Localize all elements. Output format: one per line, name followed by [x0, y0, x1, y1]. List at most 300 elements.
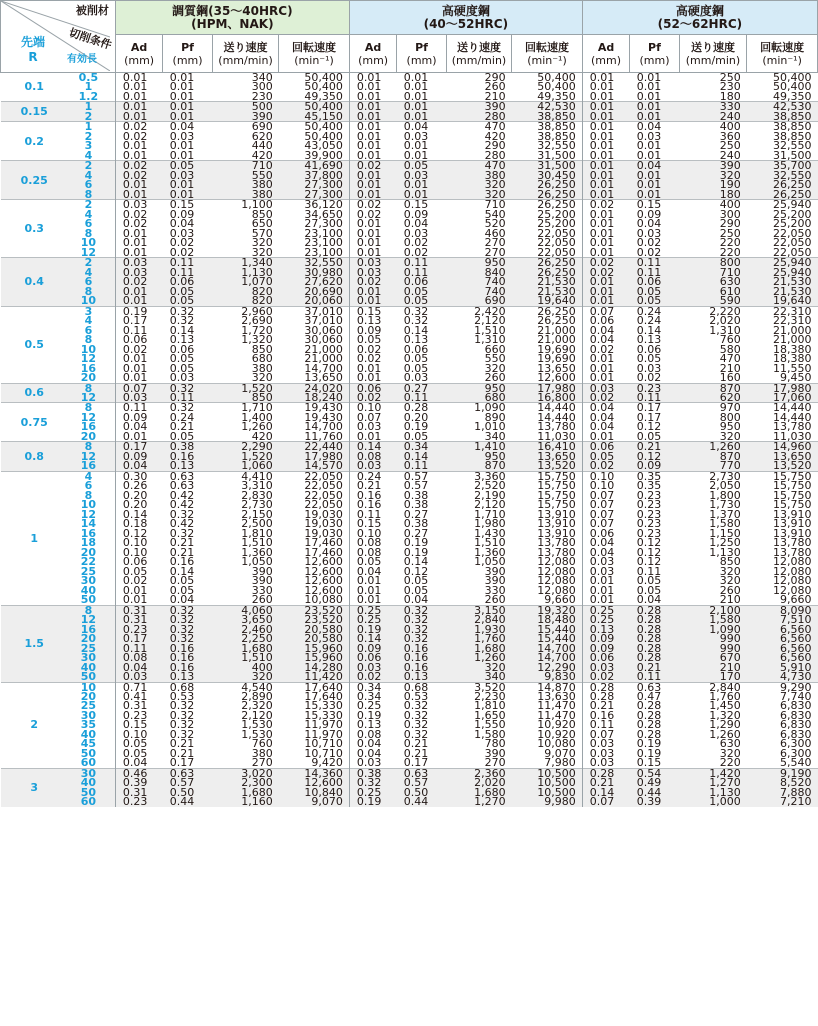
ad-value: 0.02 — [582, 345, 629, 354]
ad-value: 0.01 — [115, 190, 162, 200]
feed-rate-value: 160 — [719, 373, 741, 383]
spindle-speed-value: 9,190 — [747, 768, 818, 778]
spindle-speed-value: 16,800 — [512, 393, 583, 403]
pf-value: 0.12 — [636, 557, 662, 567]
ad-value: 0.01 — [115, 229, 162, 238]
feed-rate-value: 2,690 — [241, 316, 273, 326]
ad-value: 0.01 — [349, 82, 396, 91]
effective-length-value: 8 — [84, 490, 93, 501]
effective-length-value: 60 — [68, 797, 115, 806]
ad-value: 0.01 — [349, 219, 396, 228]
ad-value: 0.07 — [582, 306, 629, 316]
pf-value: 0.14 — [636, 325, 662, 336]
ad-value: 0.02 — [582, 393, 629, 403]
pf-value: 0.47 — [636, 692, 662, 702]
spindle-speed-value: 17,980 — [512, 383, 583, 393]
spindle-speed-value: 19,430 — [279, 403, 350, 413]
effective-length-value: 20 — [80, 547, 97, 558]
spindle-speed-value: 23,100 — [304, 228, 343, 239]
pf-value: 0.05 — [169, 354, 195, 364]
table-row — [1, 229, 818, 238]
feed-rate-value: 420 — [484, 131, 506, 142]
spindle-speed-value: 7,210 — [747, 797, 818, 806]
spindle-speed-value: 31,500 — [773, 150, 812, 161]
pf-value: 0.50 — [397, 788, 447, 797]
ad-value: 0.09 — [582, 634, 629, 643]
spindle-speed-value: 13,630 — [537, 692, 576, 702]
feed-rate-value: 760 — [251, 739, 273, 749]
ad-value: 0.06 — [582, 529, 629, 538]
ad-value: 0.04 — [582, 538, 629, 547]
feed-rate-value: 400 — [212, 663, 278, 672]
spindle-speed-value: 38,850 — [747, 112, 818, 122]
pf-value: 0.02 — [169, 238, 195, 248]
feed-rate-value: 690 — [446, 296, 511, 306]
spindle-speed-value: 13,780 — [537, 538, 576, 548]
feed-rate-value: 290 — [446, 73, 511, 83]
ad-value: 0.02 — [115, 161, 162, 171]
spindle-speed-value: 36,120 — [279, 200, 350, 210]
pf-value: 0.16 — [169, 557, 195, 567]
feed-rate-value: 690 — [212, 122, 278, 132]
spindle-speed-value: 14,440 — [512, 403, 583, 413]
pf-value: 0.01 — [403, 150, 429, 161]
feed-rate-value: 2,730 — [679, 471, 746, 481]
pf-value: 0.35 — [630, 471, 680, 481]
pf-value: 0.11 — [630, 672, 680, 682]
pf-value: 0.05 — [169, 363, 195, 374]
spindle-speed-value: 20,580 — [279, 625, 350, 634]
pf-value: 0.01 — [397, 180, 447, 189]
feed-rate-value: 1,370 — [709, 509, 741, 520]
ad-value: 0.04 — [349, 567, 396, 576]
pf-value: 0.15 — [636, 758, 662, 769]
cutting-conditions-label: 切削条件 — [67, 26, 114, 53]
effective-length-value: 2 — [68, 161, 115, 171]
pf-value: 0.38 — [403, 490, 429, 501]
feed-rate-value: 590 — [679, 296, 746, 306]
ad-value: 0.01 — [582, 287, 629, 296]
pf-value: 0.28 — [630, 644, 680, 653]
pf-value: 0.63 — [397, 768, 447, 778]
ad-value: 0.16 — [349, 491, 396, 500]
column-header-ad — [115, 35, 162, 73]
spindle-speed-value: 15,750 — [773, 500, 812, 510]
effective-length-value: 12 — [80, 412, 97, 423]
ad-value: 0.11 — [349, 510, 396, 519]
pf-value: 0.32 — [169, 316, 195, 326]
feed-rate-value: 220 — [719, 758, 741, 769]
feed-rate-value: 330 — [679, 102, 746, 112]
spindle-speed-value: 32,550 — [773, 141, 812, 151]
ad-value: 0.03 — [115, 393, 162, 403]
spindle-speed-value: 17,060 — [747, 393, 818, 403]
column-unit: (mm) — [124, 53, 155, 67]
spindle-speed-value: 50,400 — [512, 73, 583, 83]
pf-value: 0.06 — [630, 277, 680, 286]
spindle-speed-value: 50,400 — [304, 82, 343, 92]
material-header-tempered-steel: 調質鋼(35～40HRC) (HPM、NAK) — [115, 1, 349, 35]
ad-value: 0.04 — [349, 739, 396, 748]
column-unit: (mm) — [639, 53, 670, 67]
spindle-speed-value: 22,050 — [773, 247, 812, 258]
column-header-ad — [349, 35, 396, 73]
effective-length-value: 8 — [68, 383, 115, 393]
spindle-speed-value: 35,700 — [747, 161, 818, 171]
feed-rate-value: 340 — [212, 73, 278, 83]
spindle-speed-value: 14,700 — [304, 422, 343, 432]
spindle-speed-value: 26,250 — [512, 268, 583, 277]
feed-rate-value: 1,130 — [709, 547, 741, 558]
table-row — [1, 481, 818, 490]
feed-rate-value: 250 — [679, 73, 746, 83]
table-row — [1, 452, 818, 461]
table-row — [1, 576, 818, 585]
spindle-speed-value: 22,050 — [773, 238, 812, 248]
pf-value: 0.27 — [403, 528, 429, 539]
spindle-speed-value: 9,070 — [544, 748, 576, 759]
feed-rate-value: 420 — [251, 431, 273, 442]
spindle-speed-value: 22,050 — [773, 228, 812, 239]
feed-rate-value: 400 — [679, 122, 746, 132]
feed-rate-value: 320 — [251, 373, 273, 383]
spindle-speed-value: 7,510 — [747, 615, 818, 624]
spindle-speed-value: 37,010 — [279, 306, 350, 316]
effective-length-value: 30 — [80, 576, 97, 586]
spindle-speed-value: 11,550 — [773, 363, 812, 374]
ad-value: 0.01 — [582, 122, 629, 132]
table-row — [1, 471, 818, 481]
ad-value: 0.01 — [349, 373, 396, 383]
feed-rate-value: 1,130 — [212, 268, 278, 277]
feed-rate-value: 800 — [679, 258, 746, 268]
ad-value: 0.02 — [349, 277, 396, 286]
pf-value: 0.03 — [397, 171, 447, 180]
feed-rate-value: 380 — [446, 171, 511, 180]
feed-rate-value: 620 — [679, 393, 746, 403]
table-row — [1, 210, 818, 219]
ad-value: 0.03 — [115, 268, 162, 277]
ad-value: 0.04 — [582, 422, 629, 431]
table-row — [1, 73, 818, 83]
spindle-speed-value: 6,830 — [780, 720, 812, 730]
feed-rate-value: 1,680 — [212, 644, 278, 653]
pf-value: 0.27 — [397, 383, 447, 393]
table-row — [1, 615, 818, 624]
material-header-hardened-steel-40-52: 高硬度鋼 (40～52HRC) — [349, 1, 582, 35]
spindle-speed-value: 11,030 — [773, 431, 812, 442]
table-row — [1, 171, 818, 180]
spindle-speed-value: 32,550 — [747, 171, 818, 180]
spindle-speed-value: 17,460 — [304, 547, 343, 558]
feed-rate-value: 2,190 — [474, 490, 506, 501]
ad-value: 0.01 — [349, 190, 396, 200]
spindle-speed-value: 42,530 — [512, 102, 583, 112]
ad-value: 0.01 — [582, 432, 629, 442]
feed-rate-value: 320 — [251, 238, 273, 248]
effective-length-value: 16 — [80, 422, 97, 432]
ad-value: 0.01 — [349, 576, 396, 585]
pf-value: 0.01 — [636, 150, 662, 161]
pf-value: 0.03 — [403, 373, 429, 383]
ad-value: 0.01 — [349, 112, 396, 122]
effective-length-value: 12 — [68, 393, 115, 403]
pf-value: 0.24 — [636, 316, 662, 326]
ad-value: 0.01 — [349, 73, 396, 83]
feed-rate-value: 2,250 — [212, 634, 278, 643]
feed-rate-value: 950 — [719, 422, 741, 432]
pf-value: 0.32 — [397, 625, 447, 634]
ad-value: 0.01 — [349, 432, 396, 442]
effective-length-value: 25 — [80, 566, 97, 577]
effective-length-value: 25 — [80, 701, 97, 711]
feed-rate-value: 540 — [484, 209, 506, 220]
feed-rate-value: 710 — [212, 161, 278, 171]
feed-rate-value: 390 — [251, 576, 273, 586]
pf-value: 0.09 — [403, 209, 429, 220]
table-row — [1, 739, 818, 748]
ad-value: 0.71 — [115, 682, 162, 692]
spindle-speed-value: 6,560 — [747, 653, 818, 662]
feed-rate-value: 950 — [446, 258, 511, 268]
ad-value: 0.04 — [115, 461, 162, 471]
feed-rate-value: 850 — [251, 209, 273, 220]
ad-value: 0.01 — [115, 102, 162, 112]
effective-length-value: 4 — [68, 171, 115, 180]
feed-rate-value: 2,120 — [241, 710, 273, 721]
column-label: 送り速度 — [456, 40, 501, 54]
table-row — [1, 692, 818, 701]
pf-value: 0.11 — [630, 268, 680, 277]
feed-rate-value: 420 — [251, 150, 273, 161]
table-row — [1, 778, 818, 787]
feed-rate-value: 190 — [679, 180, 746, 189]
ad-value: 0.01 — [349, 171, 396, 180]
spindle-speed-value: 15,750 — [537, 500, 576, 510]
pf-value: 0.21 — [169, 422, 195, 432]
spindle-speed-value: 26,250 — [747, 190, 818, 200]
effective-length-value: 12 — [80, 354, 97, 364]
column-label: 回転速度 — [524, 40, 569, 54]
spindle-speed-value: 13,650 — [537, 363, 576, 374]
ad-value: 0.02 — [115, 277, 162, 286]
spindle-speed-value: 12,600 — [304, 566, 343, 577]
ad-value: 0.07 — [582, 519, 629, 528]
ad-value: 0.28 — [582, 692, 629, 701]
spindle-speed-value: 15,330 — [304, 701, 343, 711]
ad-value: 0.01 — [115, 296, 162, 306]
ad-value: 0.23 — [115, 711, 162, 720]
spindle-speed-value: 21,000 — [304, 344, 343, 355]
spindle-speed-value: 49,350 — [773, 91, 812, 102]
spindle-speed-value: 12,080 — [773, 566, 812, 577]
feed-rate-value: 320 — [719, 576, 741, 586]
spindle-speed-value: 19,320 — [512, 605, 583, 615]
spindle-speed-value: 30,060 — [304, 335, 343, 345]
ad-value: 0.10 — [115, 730, 162, 739]
ad-value: 0.06 — [115, 335, 162, 344]
feed-rate-value: 1,000 — [679, 797, 746, 806]
spindle-speed-value: 50,400 — [279, 102, 350, 112]
pf-value: 0.68 — [397, 682, 447, 692]
spindle-speed-value: 26,250 — [747, 180, 818, 189]
feed-rate-value: 760 — [719, 335, 741, 345]
table-row — [1, 200, 818, 210]
ad-value: 0.21 — [582, 778, 629, 787]
spindle-speed-value: 13,910 — [537, 519, 576, 529]
spindle-speed-value: 14,700 — [512, 653, 583, 662]
ad-value: 0.03 — [349, 461, 396, 471]
ad-value: 0.11 — [582, 720, 629, 729]
spindle-speed-value: 30,450 — [512, 171, 583, 180]
ad-value: 0.01 — [115, 595, 162, 605]
pf-value: 0.11 — [397, 393, 447, 403]
spindle-speed-value: 4,730 — [747, 672, 818, 682]
feed-rate-value: 460 — [484, 228, 506, 239]
spindle-speed-value: 11,970 — [304, 729, 343, 740]
feed-rate-value: 1,510 — [241, 538, 273, 548]
spindle-speed-value: 10,710 — [304, 748, 343, 759]
table-row — [1, 354, 818, 363]
ad-value: 0.07 — [582, 797, 629, 806]
spindle-speed-value: 11,420 — [279, 672, 350, 682]
pf-value: 0.01 — [636, 91, 662, 102]
pf-value: 0.04 — [169, 595, 195, 606]
pf-value: 0.53 — [169, 692, 195, 702]
table-row — [1, 634, 818, 643]
ad-value: 0.02 — [115, 210, 162, 219]
pf-value: 0.54 — [630, 768, 680, 778]
feed-rate-value: 380 — [212, 180, 278, 189]
ad-value: 0.19 — [349, 797, 396, 806]
feed-rate-value: 1,290 — [709, 720, 741, 730]
column-header-pf — [163, 35, 213, 73]
ad-value: 0.25 — [349, 788, 396, 797]
ad-value: 0.01 — [582, 151, 629, 161]
pf-value: 0.28 — [636, 720, 662, 730]
pf-value: 0.28 — [630, 615, 680, 624]
ad-value: 0.01 — [349, 595, 396, 605]
feed-rate-value: 2,300 — [212, 778, 278, 787]
feed-rate-value: 230 — [251, 91, 273, 102]
effective-length-value: 8 — [68, 190, 115, 200]
pf-value: 0.32 — [169, 701, 195, 711]
ad-value: 0.01 — [115, 248, 162, 258]
ad-value: 0.01 — [582, 576, 629, 585]
spindle-speed-value: 21,000 — [304, 354, 343, 364]
feed-rate-value: 1,270 — [679, 778, 746, 787]
feed-rate-value: 210 — [719, 595, 741, 606]
table-row — [1, 383, 818, 393]
spindle-speed-value: 26,250 — [512, 200, 583, 210]
ad-value: 0.04 — [582, 548, 629, 557]
pf-value: 0.01 — [630, 73, 680, 83]
spindle-speed-value: 15,960 — [279, 644, 350, 653]
feed-rate-value: 1,010 — [474, 422, 506, 432]
ad-value: 0.09 — [349, 326, 396, 335]
pf-value: 0.05 — [630, 287, 680, 296]
pf-value: 0.01 — [636, 82, 662, 92]
spindle-speed-value: 20,060 — [279, 296, 350, 306]
pf-value: 0.11 — [163, 258, 213, 268]
pf-value: 0.42 — [169, 519, 195, 529]
feed-rate-value: 520 — [484, 219, 506, 229]
feed-rate-value: 250 — [719, 228, 741, 239]
pf-value: 0.01 — [630, 190, 680, 200]
pf-value: 0.01 — [163, 112, 213, 122]
pf-value: 0.05 — [403, 576, 429, 586]
spindle-speed-value: 50,400 — [747, 73, 818, 83]
ad-value: 0.02 — [115, 345, 162, 354]
table-row — [1, 758, 818, 768]
feed-rate-value: 240 — [719, 150, 741, 161]
pf-value: 0.19 — [403, 538, 429, 548]
feed-rate-value: 1,360 — [241, 547, 273, 558]
pf-value: 0.21 — [403, 739, 429, 749]
feed-rate-value: 2,120 — [474, 316, 506, 326]
feed-rate-value: 1,430 — [474, 528, 506, 539]
pf-value: 0.03 — [403, 228, 429, 239]
table-row — [1, 644, 818, 653]
ad-value: 0.01 — [582, 595, 629, 605]
feed-rate-value: 2,840 — [446, 615, 511, 624]
pf-value: 0.32 — [169, 509, 195, 520]
ad-value: 0.01 — [582, 102, 629, 112]
pf-value: 0.34 — [397, 442, 447, 452]
pf-value: 0.05 — [163, 296, 213, 306]
column-label: 送り速度 — [690, 40, 735, 54]
effective-length-value: 4 — [68, 471, 115, 481]
effective-length-value: 40 — [68, 778, 115, 787]
feed-rate-value: 360 — [719, 131, 741, 142]
ad-value: 0.18 — [115, 519, 162, 528]
ad-value: 0.30 — [115, 471, 162, 481]
feed-rate-value: 170 — [679, 672, 746, 682]
ad-value: 0.01 — [582, 141, 629, 150]
feed-rate-value: 1,520 — [212, 383, 278, 393]
feed-rate-value: 290 — [719, 219, 741, 229]
feed-rate-value: 380 — [212, 190, 278, 200]
feed-rate-value: 470 — [446, 122, 511, 132]
table-row — [1, 605, 818, 615]
spindle-speed-value: 22,050 — [304, 500, 343, 510]
pf-value: 0.17 — [636, 412, 662, 423]
feed-rate-value: 970 — [679, 403, 746, 413]
column-unit: (mm/min) — [218, 53, 273, 67]
spindle-speed-value: 15,750 — [773, 490, 812, 501]
tip-r-value: 0.5 — [1, 306, 68, 383]
ad-value: 0.02 — [115, 219, 162, 228]
pf-value: 0.04 — [403, 595, 429, 606]
table-row — [1, 749, 818, 758]
effective-length-value: 3 — [68, 306, 115, 316]
effective-length-value: 50 — [80, 748, 97, 759]
pf-value: 0.01 — [403, 141, 429, 151]
ad-value: 0.05 — [349, 335, 396, 344]
pf-value: 0.57 — [163, 778, 213, 787]
effective-length-value: 6 — [84, 219, 93, 229]
table-row — [1, 595, 818, 605]
pf-value: 0.68 — [163, 682, 213, 692]
feed-rate-value: 390 — [484, 566, 506, 577]
tip-r-value: 0.75 — [1, 403, 68, 442]
feed-rate-value: 220 — [719, 238, 741, 248]
effective-length-value: 6 — [68, 180, 115, 189]
effective-length-value: 20 — [80, 431, 97, 442]
pf-value: 0.23 — [636, 509, 662, 520]
feed-rate-value: 320 — [212, 672, 278, 682]
ad-value: 0.03 — [582, 758, 629, 768]
